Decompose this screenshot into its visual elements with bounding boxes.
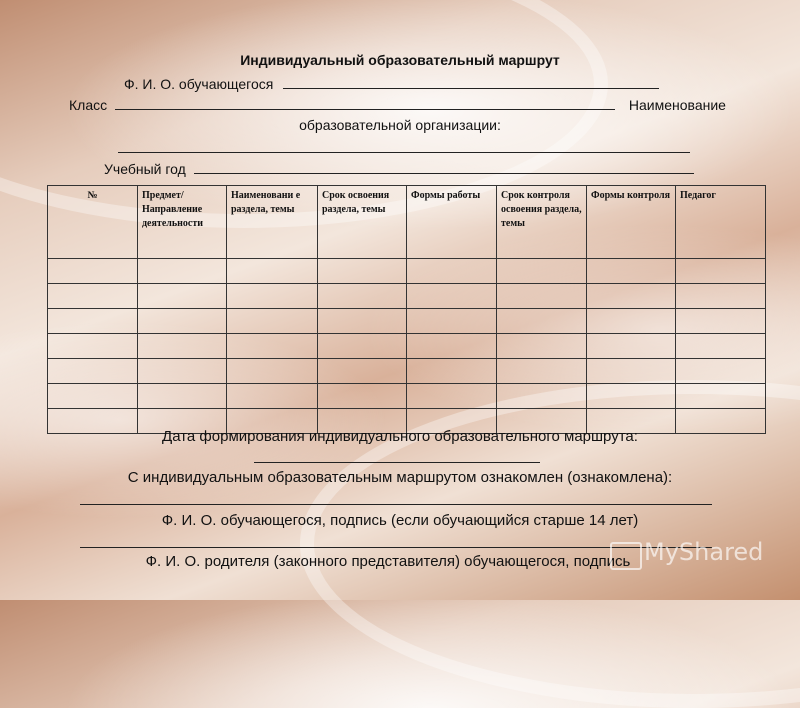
table-cell[interactable] — [587, 259, 676, 284]
table-cell[interactable] — [676, 359, 766, 384]
table-cell[interactable] — [407, 334, 497, 359]
acquainted-label: С индивидуальным образовательным маршрутом ознакомлен (ознакомлена): — [127, 469, 673, 486]
table-cell[interactable] — [407, 259, 497, 284]
table-cell[interactable] — [407, 384, 497, 409]
table-cell[interactable] — [227, 309, 318, 334]
table-cell[interactable] — [227, 259, 318, 284]
table-cell[interactable] — [48, 384, 138, 409]
year-blank — [194, 159, 694, 174]
year-row — [104, 159, 694, 177]
table-cell[interactable] — [138, 334, 227, 359]
table-body — [48, 259, 766, 434]
table-row — [48, 359, 766, 384]
table-row — [48, 334, 766, 359]
table-cell[interactable] — [318, 284, 407, 309]
date-blank — [254, 448, 540, 463]
table-cell[interactable] — [587, 384, 676, 409]
table-cell[interactable] — [48, 334, 138, 359]
table-cell[interactable] — [318, 359, 407, 384]
table-cell[interactable] — [497, 309, 587, 334]
table-cell[interactable] — [587, 309, 676, 334]
watermark-text: MyShared — [644, 538, 764, 566]
table-cell[interactable] — [138, 309, 227, 334]
acquainted-blank-row — [80, 490, 712, 508]
myshared-logo-icon — [610, 542, 642, 570]
table-cell[interactable] — [138, 384, 227, 409]
table-cell[interactable] — [227, 334, 318, 359]
table-cell[interactable] — [48, 309, 138, 334]
table-cell[interactable] — [676, 284, 766, 309]
table-cell[interactable] — [227, 384, 318, 409]
class-blank — [115, 95, 615, 110]
table-cell[interactable] — [676, 259, 766, 284]
student-sign-label: Ф. И. О. обучающегося, подпись (если обучающийся старше 14 лет) — [161, 512, 639, 529]
table-row — [48, 384, 766, 409]
column-header-work-forms: Формы работы — [407, 186, 497, 259]
year-label: Учебный год — [104, 161, 186, 177]
org-name-blank — [118, 138, 690, 153]
column-header-number: № — [48, 186, 138, 259]
date-blank-row — [254, 448, 540, 466]
route-table — [47, 185, 766, 434]
table-cell[interactable] — [48, 259, 138, 284]
table-cell[interactable] — [48, 359, 138, 384]
table-header-row — [48, 186, 766, 259]
table-cell[interactable] — [497, 384, 587, 409]
table-cell[interactable] — [48, 284, 138, 309]
parent-sign-label: Ф. И. О. родителя (законного представителя) обучающегося, подпись — [145, 553, 631, 570]
student-name-blank — [283, 74, 659, 89]
table-row — [48, 284, 766, 309]
table-cell[interactable] — [587, 284, 676, 309]
column-header-control-forms: Формы контроля — [587, 186, 676, 259]
table-row — [48, 259, 766, 284]
table-cell[interactable] — [318, 259, 407, 284]
table-cell[interactable] — [407, 284, 497, 309]
student-name-row — [124, 74, 659, 92]
table-cell[interactable] — [497, 334, 587, 359]
table-cell[interactable] — [407, 359, 497, 384]
table-cell[interactable] — [138, 284, 227, 309]
column-header-study-period: Срок освоения раздела, темы — [318, 186, 407, 259]
table-cell[interactable] — [407, 309, 497, 334]
acquainted-blank — [80, 490, 712, 505]
table-cell[interactable] — [318, 384, 407, 409]
column-header-control-period: Срок контроля освоения раздела, темы — [497, 186, 587, 259]
org-label-part1: Наименование — [628, 97, 726, 113]
org-blank-row — [118, 138, 690, 156]
column-header-subject: Предмет/ Направление деятельности — [138, 186, 227, 259]
table-cell[interactable] — [676, 384, 766, 409]
table-cell[interactable] — [676, 334, 766, 359]
date-label: Дата формирования индивидуального образовательного маршрута: — [162, 428, 638, 445]
table-cell[interactable] — [138, 359, 227, 384]
table-cell[interactable] — [497, 359, 587, 384]
table-cell[interactable] — [497, 259, 587, 284]
student-name-label: Ф. И. О. обучающегося — [124, 76, 274, 92]
table-cell[interactable] — [227, 359, 318, 384]
table-cell[interactable] — [318, 334, 407, 359]
table-cell[interactable] — [587, 359, 676, 384]
table-cell[interactable] — [318, 309, 407, 334]
table-cell[interactable] — [676, 309, 766, 334]
document-title: Индивидуальный образовательный маршрут — [240, 52, 560, 68]
class-label: Класс — [69, 97, 108, 113]
class-row — [69, 95, 726, 113]
table-cell[interactable] — [138, 259, 227, 284]
table-row — [48, 309, 766, 334]
table-cell[interactable] — [497, 284, 587, 309]
org-label-part2: образовательной организации: — [299, 117, 501, 133]
table-cell[interactable] — [227, 284, 318, 309]
column-header-teacher: Педагог — [676, 186, 766, 259]
column-header-topic: Наименовани е раздела, темы — [227, 186, 318, 259]
table-cell[interactable] — [587, 334, 676, 359]
